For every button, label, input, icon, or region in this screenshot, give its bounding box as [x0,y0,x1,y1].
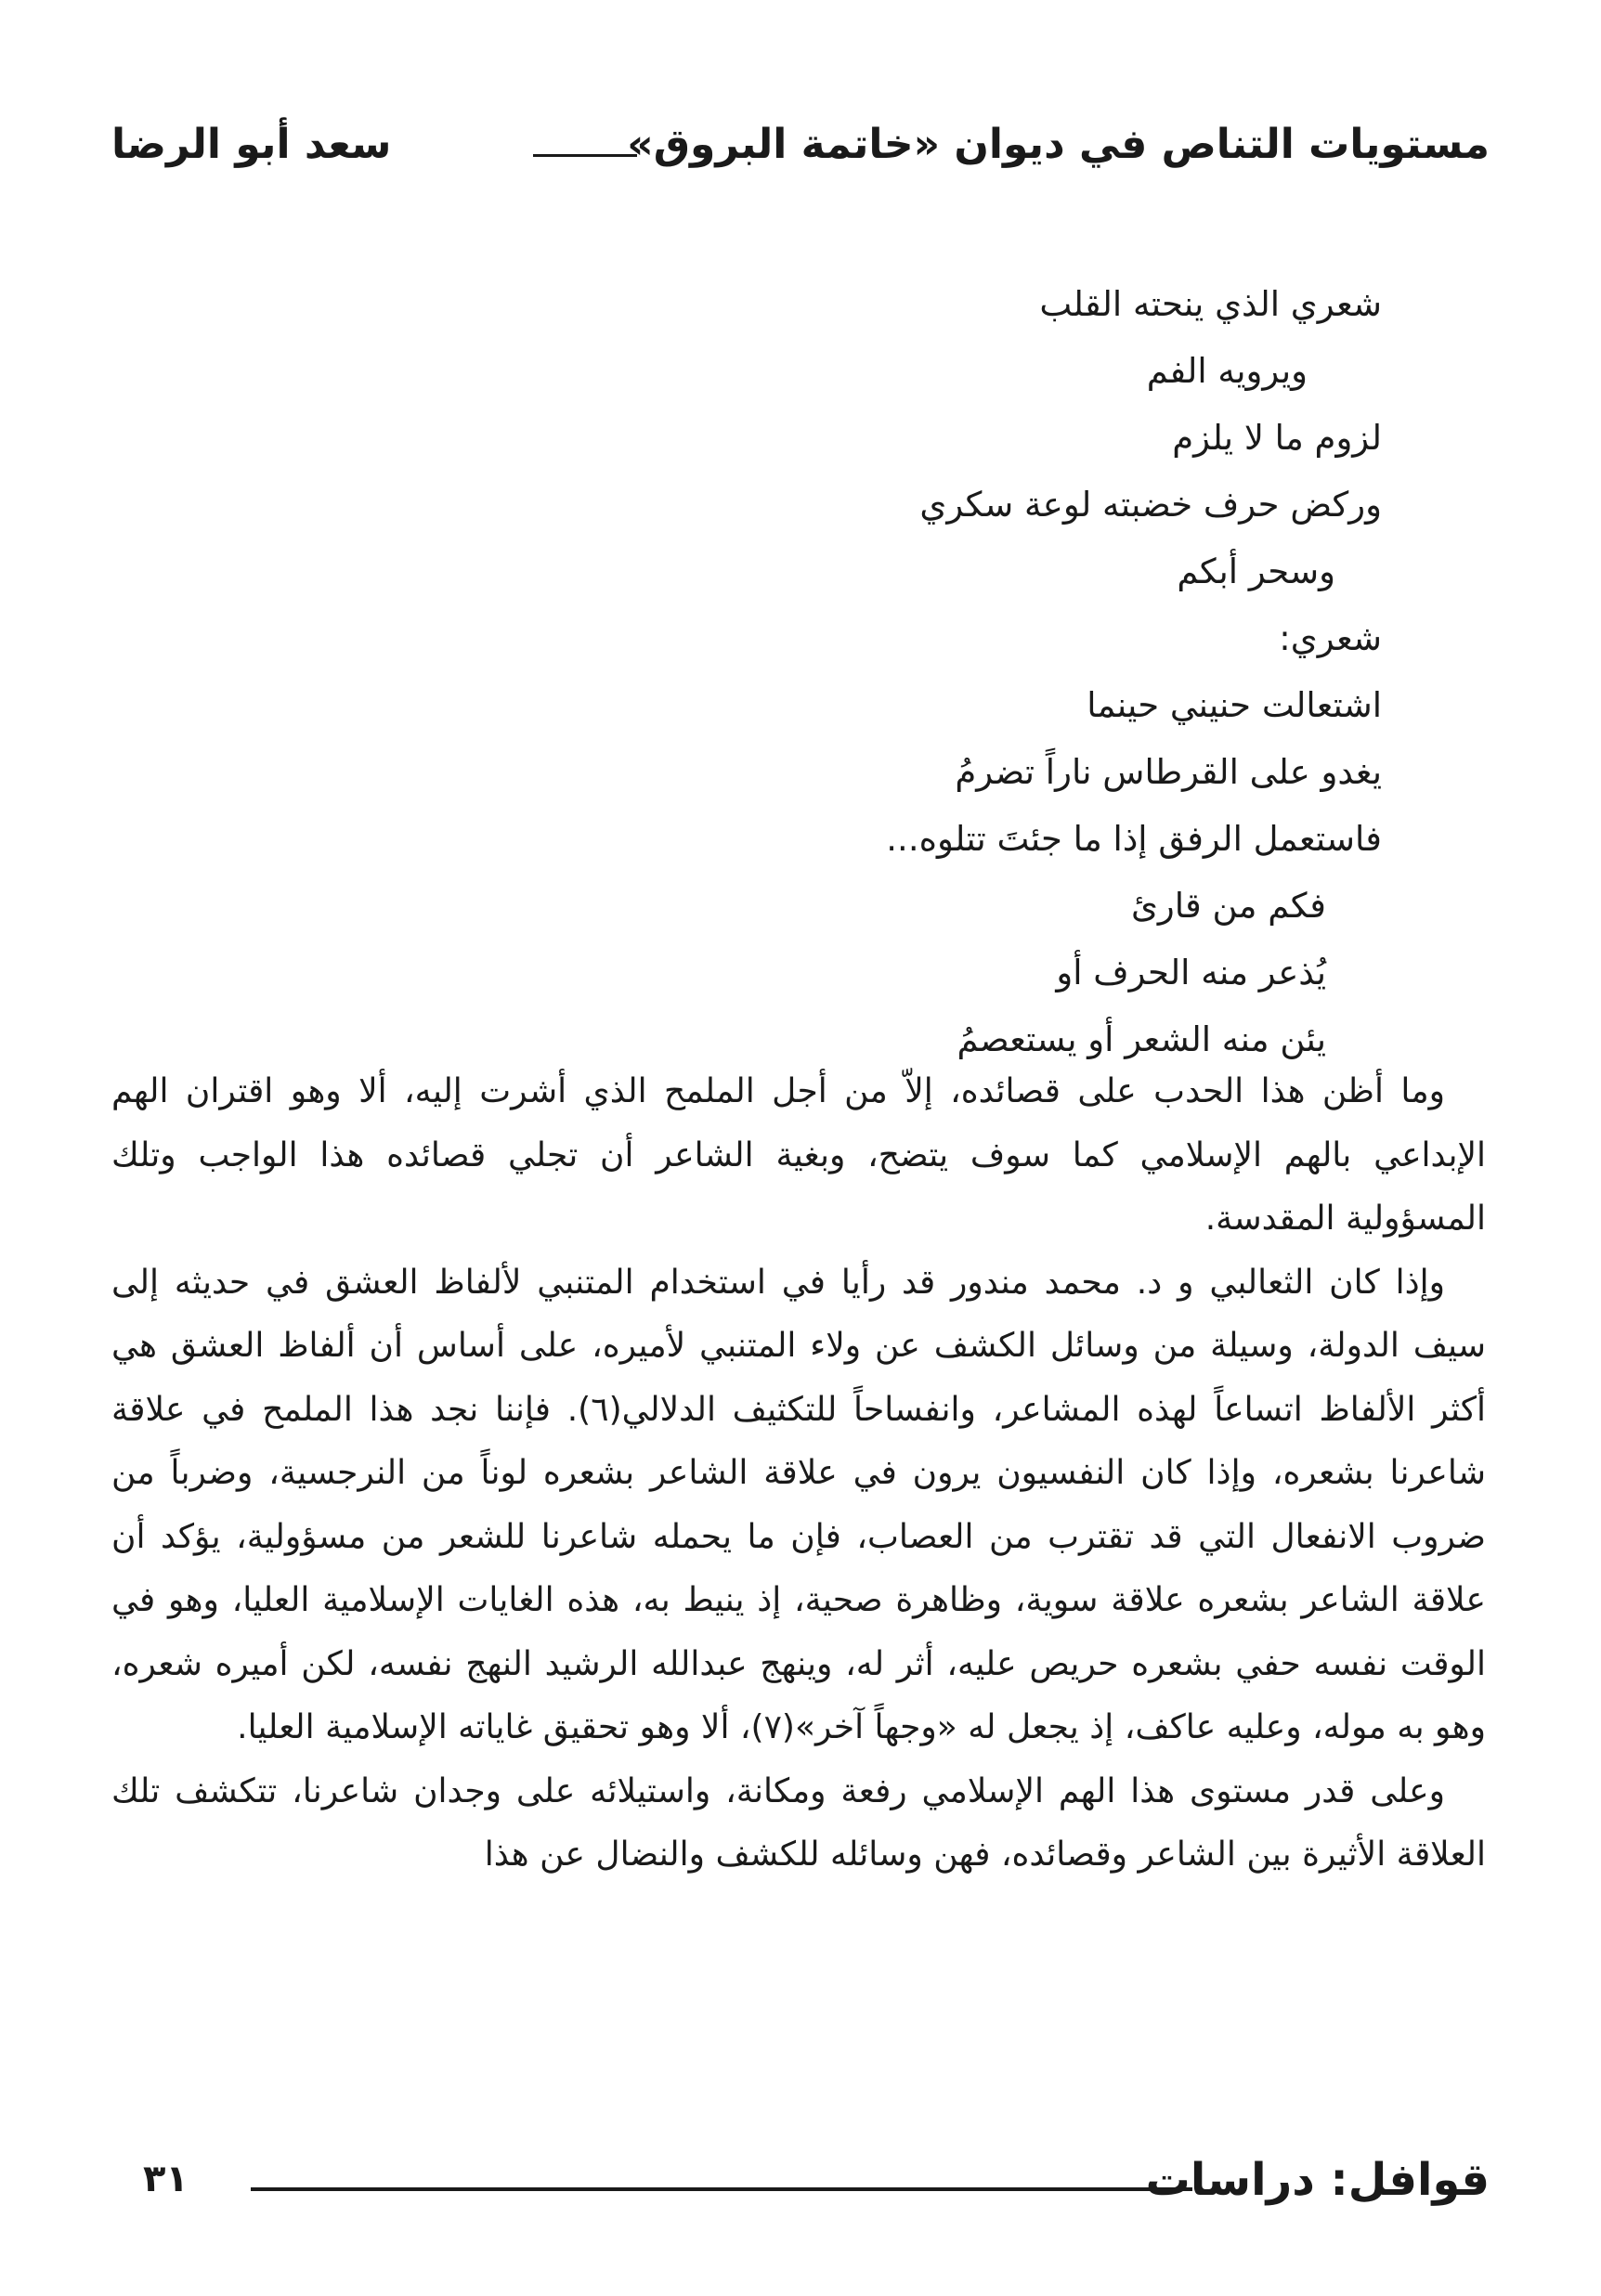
poem-line: وسحر أبكم [1177,551,1335,591]
poem-line: يغدو على القرطاس ناراً تضرمُ [955,752,1382,792]
article-author: سعد أبو الرضا [111,121,392,168]
running-footer [111,2154,1490,2228]
page-number: ٣١ [143,2158,189,2200]
poem-line: يئن منه الشعر أو يستعصمُ [957,1019,1326,1059]
paragraph: وما أظن هذا الحدب على قصائده، إلاّ من أجل الملمح الذي أشرت إليه، ألا وهو اقتران الهم الإبداعي بالهم الإسلامي كما سوف يتضح، وبغية الشاعر أن تجلي قصائده هذا الواجب وتلك المسؤولية المقدسة. [111,1072,1486,1238]
poem-line: فاستعمل الرفق إذا ما جئتَ تتلوه... [886,819,1382,859]
poem-line: فكم من قارئ [1130,886,1326,926]
header-rule [533,154,637,157]
poem-line: اشتعالت حنيني حينما [1087,685,1382,725]
paragraph: وإذا كان الثعالبي و د. محمد مندور قد رأيا في استخدام المتنبي لألفاظ العشق في حديثه إلى سيف الدولة، وسيلة من وسائل الكشف عن ولاء المتنبي لأميره، على أساس أن ألفاظ العشق هي أكثر الألفاظ اتساعاً لهذه المشاعر، وانفساحاً للتكثيف الدلالي(٦). فإننا نجد هذا الملمح في علاقة شاعرنا بشعره، وإذا كان النفسيون يرون في علاقة الشاعر بشعره لوناً من النرجسية، وضرباً من ضروب الانفعال التي قد تقترب من العصاب، فإن ما يحمله شاعرنا للشعر من مسؤولية، يؤكد أن علاقة الشاعر بشعره علاقة سوية، وظاهرة صحية، إذ ينيط به، هذه الغايات الإسلامية العليا، وهو في الوقت نفسه حفي بشعره حريص عليه، أثر له، وينهج عبدالله الرشيد النهج نفسه، لكن أميره شعره، وهو به موله، وعليه عاكف، إذ يجعل له «وجهاً آخر»(٧)، ألا وهو تحقيق غاياته الإسلامية العليا. [111,1263,1486,1746]
poem-line: شعري: [1279,618,1382,658]
running-header [111,121,1490,186]
article-title: مستويات التناص في ديوان «خاتمة البروق» [627,121,1490,168]
poem-line: شعري الذي ينحته القلب [1039,284,1382,324]
footer-rule [251,2187,1192,2191]
paragraph: وعلى قدر مستوى هذا الهم الإسلامي رفعة ومكانة، واستيلائه على وجدان شاعرنا، تتكشف تلك العلاقة الأثيرة بين الشاعر وقصائده، فهن وسائله للكشف والنضال عن هذا [111,1771,1486,1874]
journal-name: قوافل: دراسات [1145,2154,1490,2206]
poem-line: ويرويه الفم [1146,351,1308,391]
poem-line: يُذعر منه الحرف أو [1056,953,1326,992]
poem-block [453,271,1382,1073]
poem-line: وركض حرف خضبته لوعة سكري [919,485,1382,525]
body-text [111,1060,1486,1887]
poem-line: لزوم ما لا يلزم [1172,418,1382,458]
